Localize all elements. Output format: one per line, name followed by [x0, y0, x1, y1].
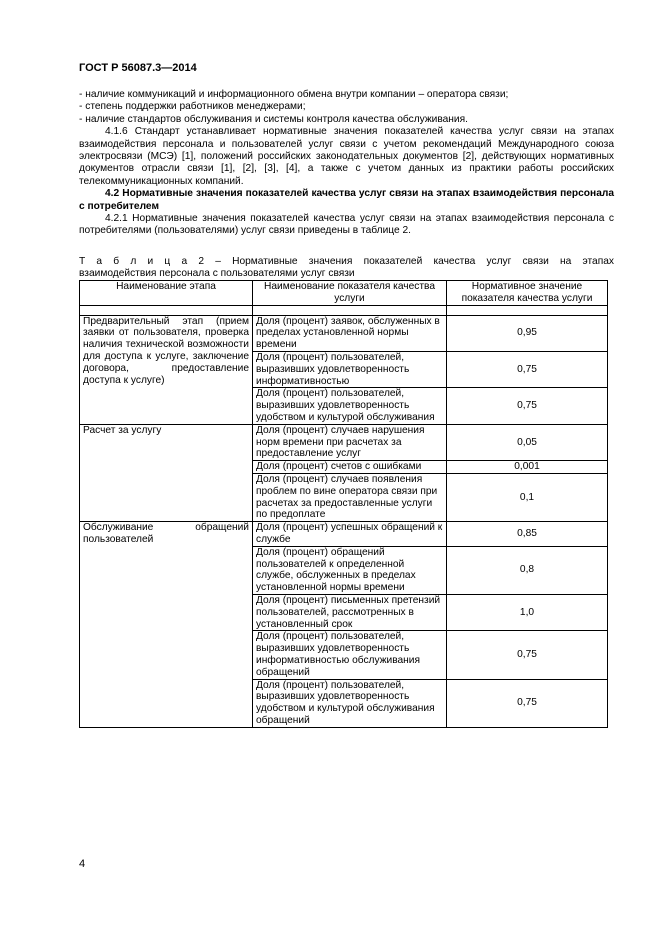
bullet-management-support: - степень поддержки работников менеджерами; [79, 101, 306, 113]
stage-requests-handling: Обслуживание обращений пользователей [80, 522, 253, 728]
table-row [80, 522, 608, 547]
table-header-row [80, 281, 608, 306]
indicator-cell: Доля (процент) счетов с ошибками [253, 461, 447, 474]
page-number: 4 [79, 858, 86, 870]
value-cell: 0,75 [447, 679, 608, 727]
header-value: Нормативное значение показателя качества услуги [447, 281, 608, 306]
value-cell: 0,8 [447, 546, 608, 594]
body-text [79, 89, 614, 238]
indicator-cell: Доля (процент) успешных обращений к службе [253, 522, 447, 547]
value-cell: 1,0 [447, 594, 608, 630]
value-cell: 0,75 [447, 351, 608, 387]
header-stage: Наименование этапа [80, 281, 253, 306]
quality-norms-table [79, 280, 608, 728]
table-caption [79, 256, 614, 281]
indicator-cell: Доля (процент) пользователей, выразивших удовлетворенность удобством и культурой обслуживания обращений [253, 679, 447, 727]
table-caption-line-1: Т а б л и ц а 2 – Нормативные значения показателей качества услуг связи на этапах [79, 256, 614, 267]
indicator-cell: Доля (процент) заявок, обслуженных в пределах установленной нормы времени [253, 315, 447, 351]
spacer-cell [80, 305, 253, 315]
value-cell: 0,95 [447, 315, 608, 351]
value-cell: 0,75 [447, 631, 608, 679]
indicator-cell: Доля (процент) пользователей, выразивших удовлетворенность информативностью обслуживания обращений [253, 631, 447, 679]
indicator-cell: Доля (процент) обращений пользователей к определенной службе, обслуженных в пределах установленной нормы времени [253, 546, 447, 594]
value-cell: 0,85 [447, 522, 608, 547]
spacer-cell [447, 305, 608, 315]
value-cell: 0,1 [447, 473, 608, 521]
indicator-cell: Доля (процент) пользователей, выразивших удовлетворенность удобством и культурой обслуживания [253, 388, 447, 424]
table-spacer-row [80, 305, 608, 315]
bullet-communications: - наличие коммуникаций и информационного обмена внутри компании – оператора связи; [79, 89, 509, 100]
table-caption-line-2: взаимодействия персонала с пользователями услуг связи [79, 268, 355, 280]
value-cell: 0,05 [447, 424, 608, 460]
indicator-cell: Доля (процент) случаев появления проблем по вине оператора связи при расчетах за предоставленные услуги по предоплате [253, 473, 447, 521]
indicator-cell: Доля (процент) письменных претензий пользователей, рассмотренных в установленный срок [253, 594, 447, 630]
indicator-cell: Доля (процент) пользователей, выразивших удовлетворенность информативностью [253, 351, 447, 387]
value-cell: 0,75 [447, 388, 608, 424]
section-heading-4-2: 4.2 Нормативные значения показателей качества услуг связи на этапах взаимодействия персонала с потребителем [79, 188, 614, 212]
table-row [80, 424, 608, 460]
spacer-cell [253, 305, 447, 315]
indicator-cell: Доля (процент) случаев нарушения норм времени при расчетах за предоставление услуг [253, 424, 447, 460]
header-indicator: Наименование показателя качества услуги [253, 281, 447, 306]
paragraph-4-1-6: 4.1.6 Стандарт устанавливает нормативные значения показателей качества услуг связи на этапах взаимодействия персонала и пользователей услуг связи с учетом рекомендаций Международного союза электросвязи (МСЭ) [1], положений российских законодательных документов [2], действующих нормативных документов отрасли связи [1], [2], [3], [4], а также с учетом данных из практики работы российских телекоммуникационных компаний. [79, 126, 614, 187]
table-row [80, 315, 608, 351]
paragraph-4-2-1: 4.2.1 Нормативные значения показателей качества услуг связи на этапах взаимодействия персонала с потребителями (пользователями) услуг связи приведены в таблице 2. [79, 213, 614, 237]
bullet-service-standards: - наличие стандартов обслуживания и системы контроля качества обслуживания. [79, 113, 468, 125]
stage-billing: Расчет за услугу [80, 424, 253, 521]
value-cell: 0,001 [447, 461, 608, 474]
document-header: ГОСТ Р 56087.3—2014 [79, 62, 197, 74]
stage-preliminary: Предварительный этап (прием заявки от пользователя, проверка наличия технической возможности для доступа к услуге, заключение договора, предоставление доступа к услуге) [80, 315, 253, 424]
